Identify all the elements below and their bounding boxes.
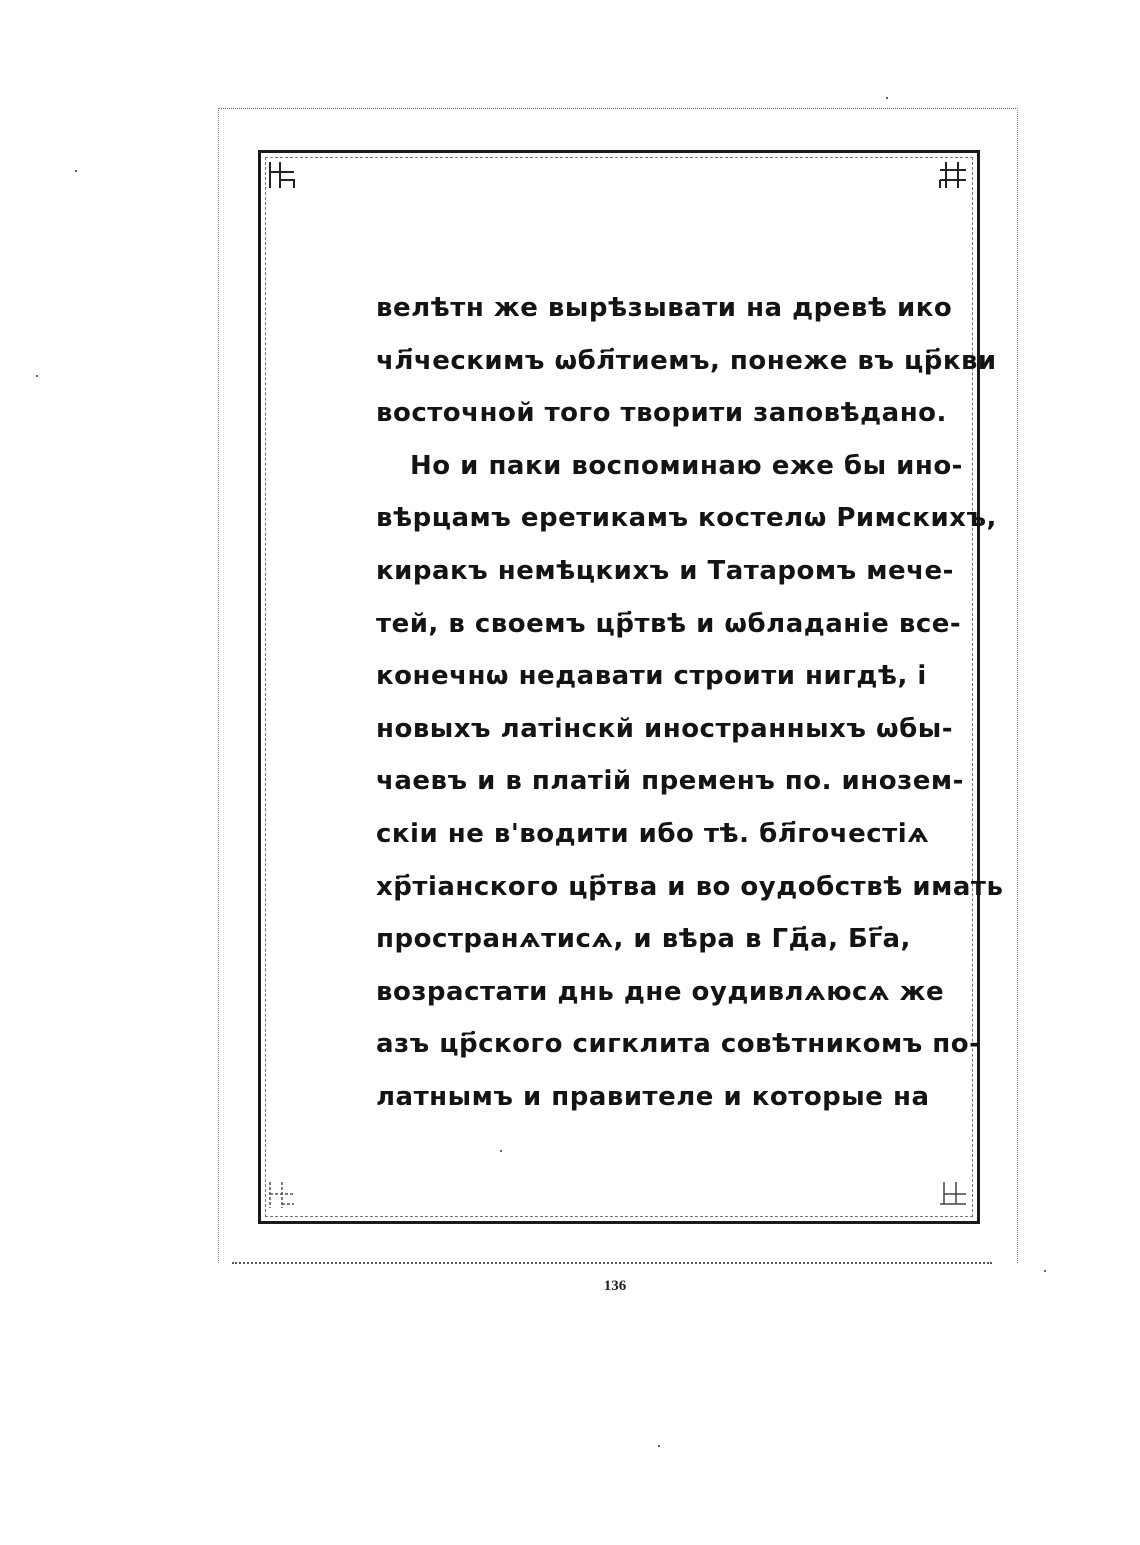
- scan-speck: [36, 375, 38, 377]
- corner-ornament-icon: [266, 1178, 300, 1212]
- text-line: чл҃ческимъ ѡбл҃тиемъ, понеже въ цр҃кви: [376, 345, 997, 376]
- text-line: конечнѡ недавати строити нигдѣ, і: [376, 661, 927, 692]
- text-line: возрастати днь дне оудивлѧюсѧ же: [376, 976, 945, 1007]
- text-line: хр҃тіанского цр҃тва и во оудобствѣ имать: [376, 871, 1004, 902]
- text-line: тей, в своемъ цр҃твѣ и ѡбладаніе все-: [376, 608, 962, 639]
- text-line: новыхъ латінскй иностранныхъ ѡбы-: [376, 713, 954, 744]
- corner-ornament-icon: [266, 158, 300, 192]
- text-line: азъ цр҃ского сигклита совѣтникомъ по-: [376, 1029, 981, 1060]
- text-line: велѣтн же вырѣзывати на древѣ ико: [376, 293, 953, 323]
- text-line: скіи не в'водити ибо тѣ. бл҃гочестіѧ: [376, 818, 930, 849]
- body-text: [376, 282, 1004, 1124]
- text-line: чаевъ и в платій пременъ по. инозем-: [376, 766, 964, 797]
- page-number: 136: [603, 1278, 627, 1294]
- text-line: Но и паки воспоминаю еже бы ино-: [410, 450, 963, 481]
- scan-speck: [1044, 1270, 1046, 1272]
- text-line: вѣрцамъ еретикамъ костелѡ Римскихъ,: [376, 503, 997, 534]
- scan-speck: [500, 1150, 502, 1152]
- bottom-dotted-rule: [232, 1262, 992, 1264]
- corner-ornament-icon: [936, 158, 970, 192]
- scan-speck: [75, 170, 77, 172]
- text-line: киракъ немѣцкихъ и Татаромъ мече-: [376, 555, 954, 586]
- scan-speck: [658, 1445, 660, 1447]
- scan-speck: [886, 97, 888, 99]
- text-line: восточной того творити заповѣдано.: [376, 398, 947, 429]
- text-line: пространѧтисѧ, и вѣра в Гд҃а, Бг҃а,: [376, 924, 911, 955]
- text-line: латнымъ и правителе и которые на: [376, 1081, 930, 1112]
- corner-ornament-icon: [936, 1178, 970, 1212]
